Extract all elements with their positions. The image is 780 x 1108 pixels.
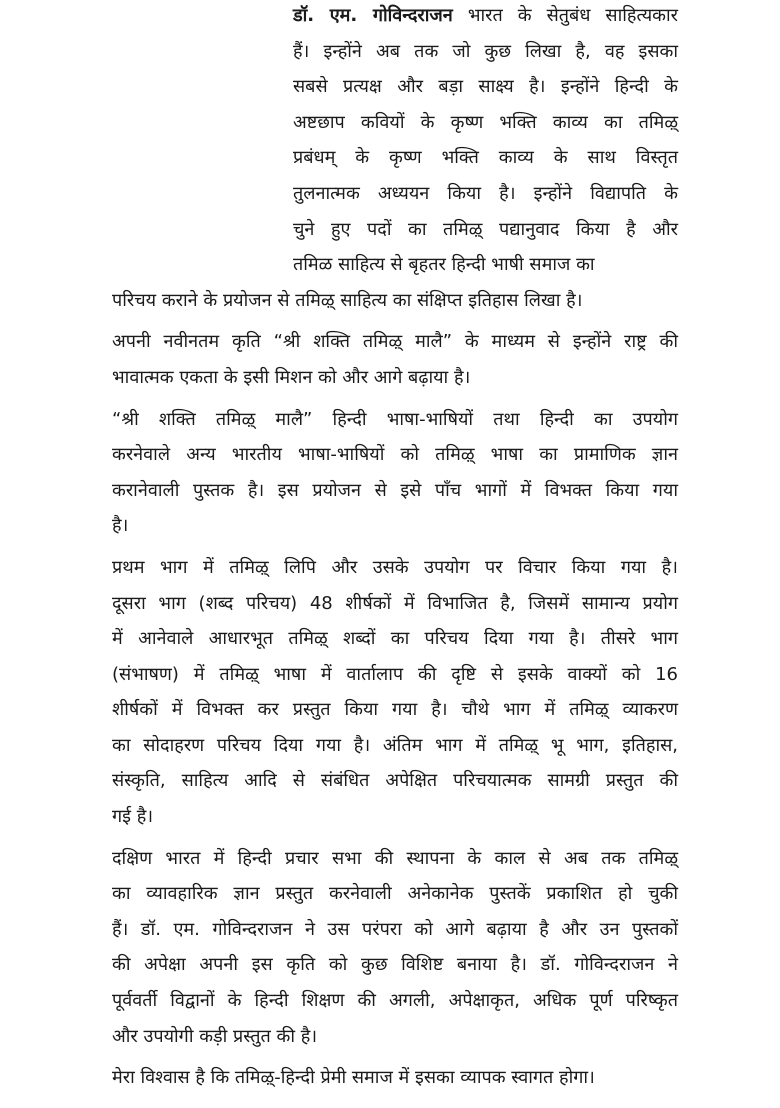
text-line: संस्कृति, साहित्य आदि से संबंधित अपेक्षित परिचयात्मक सामग्री प्रस्तुत की [112, 770, 678, 792]
text-line: अष्टछाप कवियों के कृष्ण भक्ति काव्य का तमिऴ् [293, 111, 678, 133]
text-line: सबसे प्रत्यक्ष और बड़ा साक्ष्य है। इन्होंने हिन्दी के [293, 76, 678, 98]
text-line: परिचय कराने के प्रयोजन से तमिऴ् साहित्य का संक्षिप्त इतिहास लिखा है। [112, 289, 583, 311]
text-line: चुने हुए पदों का तमिऴ् पद्यानुवाद किया है और [293, 218, 678, 240]
paragraph [112, 841, 678, 1055]
text-line: शीर्षकों में विभक्त कर प्रस्तुत किया गया है। चौथे भाग में तमिऴ् व्याकरण [112, 699, 678, 721]
text-line: भावात्मक एकता के इसी मिशन को और आगे बढ़ाया है। [112, 366, 471, 388]
paragraph [112, 402, 678, 544]
text-line: का सोदाहरण परिचय दिया गया है। अंतिम भाग में तमिऴ् भू भाग, इतिहास, [112, 734, 678, 756]
text-line: “श्री शक्ति तमिऴ् मालै” हिन्दी भाषा-भाषियों तथा हिन्दी का उपयोग [112, 408, 678, 430]
text-line [293, 0, 678, 34]
text-line: की अपेक्षा अपनी इस कृति को कुछ विशिष्ट बनाया है। डॉ. गोविन्दराजन ने [112, 954, 678, 976]
text-line: करनेवाले अन्य भारतीय भाषा-भाषियों को तमिऴ् भाषा का प्रामाणिक ज्ञान [112, 444, 678, 466]
paragraph [112, 0, 678, 318]
document-body [112, 0, 678, 1102]
paragraph [112, 1060, 678, 1096]
text-line: में आनेवाले आधारभूत तमिऴ् शब्दों का परिचय दिया गया है। तीसरे भाग [112, 628, 678, 650]
text-line: का व्यावहारिक ज्ञान प्रस्तुत करनेवाली अनेकानेक पुस्तकें प्रकाशित हो चुकी [112, 883, 678, 905]
text-line: दक्षिण भारत में हिन्दी प्रचार सभा की स्थापना के काल से अब तक तमिऴ् [112, 847, 678, 869]
text-line: तुलनात्मक अध्ययन किया है। इन्होंने विद्यापति के [293, 182, 678, 204]
text-line: मेरा विश्वास है कि तमिऴ्-हिन्दी प्रेमी समाज में इसका व्यापक स्वागत होगा। [112, 1067, 595, 1089]
text-line: (संभाषण) में तमिऴ् भाषा में वार्तालाप की दृष्टि से इसके वाक्यों को 16 [112, 663, 678, 685]
text-line: प्रबंधम् के कृष्ण भक्ति काव्य के साथ विस्तृत [293, 147, 678, 169]
text-line: गई है। [112, 806, 154, 828]
text-line: है। [112, 515, 129, 537]
paragraph [112, 550, 678, 835]
text-line: पूर्ववर्ती विद्वानों के हिन्दी शिक्षण की अगली, अपेक्षाकृत, अधिक पूर्ण परिष्कृत [112, 990, 678, 1012]
text-line: हैं। डॉ. एम. गोविन्दराजन ने उस परंपरा को आगे बढ़ाया है और उन पुस्तकों [112, 918, 678, 940]
text-line: दूसरा भाग (शब्द परिचय) 48 शीर्षकों में विभाजित है, जिसमें सामान्य प्रयोग [112, 592, 678, 614]
text-line: अपनी नवीनतम कृति “श्री शक्ति तमिऴ् मालै” के माध्यम से इन्होंने राष्ट्र की [112, 331, 678, 353]
text-line: तमिळ साहित्य से बृहतर हिन्दी भाषी समाज का [293, 254, 595, 276]
text-line: प्रथम भाग में तमिऴ् लिपि और उसके उपयोग पर विचार किया गया है। [112, 556, 678, 578]
paragraph [112, 324, 678, 395]
text-line: करानेवाली पुस्तक है। इस प्रयोजन से इसे पाँच भागों में विभक्त किया गया [112, 479, 678, 501]
author-name: डॉ. एम. गोविन्दराजन [293, 5, 453, 26]
text-line: और उपयोगी कड़ी प्रस्तुत की है। [112, 1025, 318, 1047]
text-line-rest: भारत के सेतुबंध साहित्यकार [467, 5, 678, 26]
text-line: हैं। इन्होंने अब तक जो कुछ लिखा है, वह इसका [293, 40, 678, 62]
